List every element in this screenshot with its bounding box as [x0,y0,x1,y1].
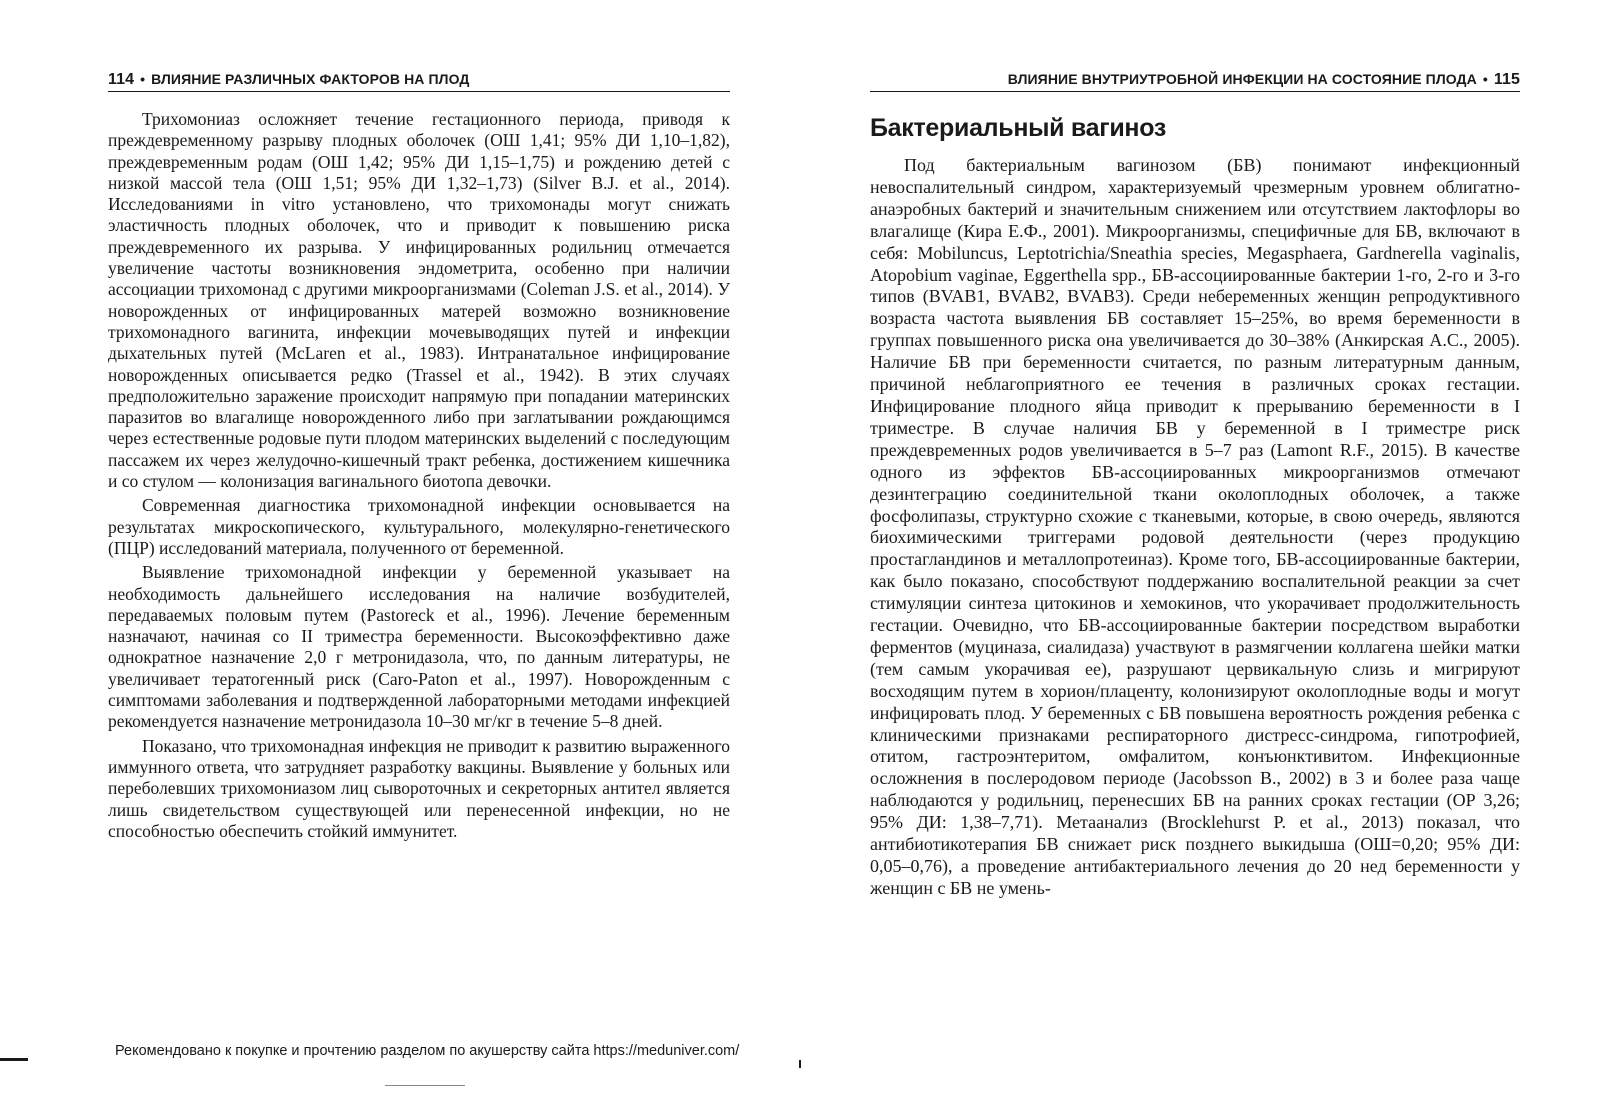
left-running-head-title: ВЛИЯНИЕ РАЗЛИЧНЫХ ФАКТОРОВ НА ПЛОД [151,71,470,87]
scan-mark-center [799,1060,801,1068]
left-paragraph-3: Выявление трихомонадной инфекции у беременной указывает на необходимость дальнейшего исследования на наличие возбудителей, передаваемых половым путем (Pastoreck et al., 1996). Лечение беременным назначают, начиная со II триместра беременности. Высокоэффективно даже однократное назначение 2,0 г метронидазола, что, по данным литературы, не увеличивает тератогенный риск (Caro-Paton et al., 1997). Новорожденным с симптомами заболевания и подтвержденной лабораторными методами инфекцией рекомендуется назначение метронидазола 10–30 мг/кг в течение 5–8 дней. [108,562,730,732]
bullet-separator: • [140,71,146,87]
right-running-head-title: ВЛИЯНИЕ ВНУТРИУТРОБНОЙ ИНФЕКЦИИ НА СОСТОЯНИЕ ПЛОДА [1007,71,1477,87]
scan-mark-bottom [385,1085,465,1086]
right-page [870,70,1520,900]
section-title: Бактериальный вагиноз [870,114,1166,142]
left-page-number: 114 [108,71,135,88]
left-running-head [108,70,730,92]
right-paragraph-1: Под бактериальным вагинозом (БВ) понимают инфекционный невоспалительный синдром, характеризуемый чрезмерным уровнем облигатно-анаэробных бактерий и значительным снижением или отсутствием лактофлоры во влагалище (Кира Е.Ф., 2001). Микроорганизмы, специфичные для БВ, включают в себя: Mobiluncus, Leptotrichia/Sneathia species, Megasphaera, Gardnerella vaginalis, Atopobium vaginae, Eggerthella spp., БВ-ассоциированные бактерии 1-го, 2-го и 3-го типов (BVAB1, BVAB2, BVAB3). Среди небеременных женщин репродуктивного возраста частота выявления БВ составляет 15–25%, во время беременности в группах повышенного риска она увеличивается до 30–38% (Анкирская А.С., 2005). Наличие БВ при беременности считается, по разным литературным данным, причиной неблагоприятного ее течения в различных сроках гестации. Инфицирование плодного яйца приводит к прерыванию беременности в I триместре. В случае наличия БВ у беременной в I триместре риск преждевременных родов увеличивается в 5–7 раз (Lamont R.F., 2015). В качестве одного из эффектов БВ-ассоциированных микроорганизмов отмечают дезинтеграцию соединительной ткани околоплодных оболочек, а также фосфолипазы, структурно схожие с тканевыми, которые, в свою очередь, являются биохимическими триггерами родовой деятельности (через продукцию простагландинов и металлопротеиназ). Кроме того, БВ-ассоциированные бактерии, как было показано, способствуют поддержанию воспалительной реакции за счет стимуляции синтеза цитокинов и хемокинов, что укорачивает продолжительность гестации. Очевидно, что БВ-ассоциированные бактерии посредством выработки ферментов (муциназа, сиалидаза) участвуют в размягчении коллагена шейки матки (тем самым укорачивая ее), разрушают цервикальную слизь и мигрируют восходящим путем в хорион/плаценту, колонизируют околоплодные воды и могут инфицировать плод. У беременных с БВ повышена вероятность рождения ребенка с клиническими признаками респираторного дистресс-синдрома, гипотрофией, отитом, гастроэнтеритом, омфалитом, конъюнктивитом. Инфекционные осложнения в послеродовом периоде (Jacobsson B., 2002) в 3 и более раза чаще наблюдаются у родильниц, перенесших БВ на ранних сроках гестации (ОР 3,26; 95% ДИ: 1,38–7,71). Метаанализ (Brocklehurst P. et al., 2013) показал, что антибиотикотерапия БВ снижает риск позднего выкидыша (ОШ=0,20; 95% ДИ: 0,05–0,76), а проведение антибактериального лечения до 20 нед беременности у женщин с БВ не умень- [870,155,1520,898]
left-paragraph-2: Современная диагностика трихомонадной инфекции основывается на результатах микроскопического, культурального, молекулярно-генетического (ПЦР) исследований материала, полученного от беременной. [108,495,730,558]
right-running-head [870,70,1520,92]
scan-mark-left [0,1058,28,1061]
right-page-body [870,155,1520,900]
left-page [108,70,730,845]
right-page-number: 115 [1493,71,1520,88]
left-paragraph-1: Трихомониаз осложняет течение гестационного периода, приводя к преждевременному разрыву плодных оболочек (ОШ 1,41; 95% ДИ 1,10–1,82), преждевременным родам (ОШ 1,42; 95% ДИ 1,15–1,75) и рождению детей с низкой массой тела (ОШ 1,51; 95% ДИ 1,32–1,73) (Silver B.J. et al., 2014). Исследованиями in vitro установлено, что трихомонады могут снижать эластичность плодных оболочек, что и приводит к повышению риска преждевременного их разрыва. У инфицированных родильниц отмечается увеличение частоты возникновения эндометрита, особенно при наличии ассоциации трихомонад с другими микроорганизмами (Coleman J.S. et al., 2014). У новорожденных от инфицированных матерей возможно возникновение трихомонадного вагинита, инфекции мочевыводящих путей и инфекции дыхательных путей (McLaren et al., 1983). Интранатальное инфицирование новорожденных описывается редко (Trassel et al., 1942). В этих случаях предположительно заражение происходит напрямую при попадании материнских паразитов во влагалище новорожденного либо при заглатывании рождающимся через естественные родовые пути плодом материнских выделений с последующим пассажем их через желудочно-кишечный тракт ребенка, достижением кишечника и со стулом — колонизация вагинального биотопа девочки. [108,109,730,492]
bullet-separator: • [1482,71,1488,87]
left-page-body [108,109,730,842]
left-paragraph-4: Показано, что трихомонадная инфекция не приводит к развитию выраженного иммунного ответа, что затрудняет разработку вакцины. Выявление у больных или переболевших трихомониазом лиц сывороточных и секреторных антител является лишь свидетельством существующей или перенесенной инфекции, но не способностью обеспечить стойкий иммунитет. [108,735,730,841]
footer-recommendation: Рекомендовано к покупке и прочтению разделом по акушерству сайта https://meduniver.com/ [115,1043,740,1059]
